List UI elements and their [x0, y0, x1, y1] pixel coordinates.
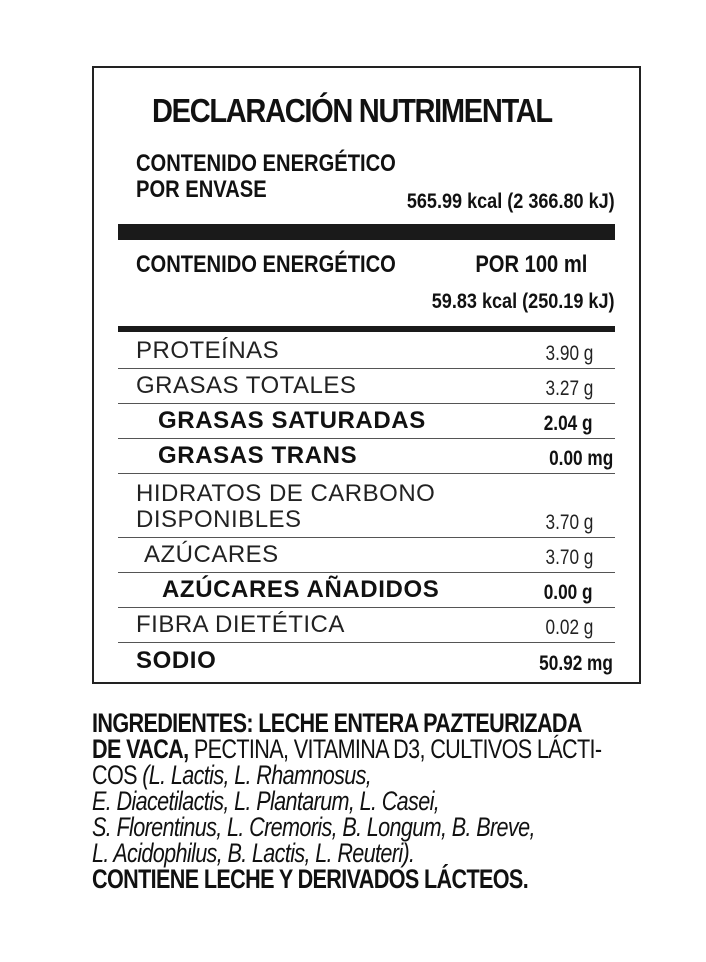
medium-divider [118, 326, 615, 332]
nutrient-value: 3.70 g [545, 511, 593, 534]
nutrient-name-line1: HIDRATOS DE CARBONO [136, 480, 436, 507]
nutrient-value: 3.90 g [545, 342, 593, 365]
nutrient-name-line2: DISPONIBLES [136, 506, 302, 533]
nutrient-name: GRASAS TOTALES [136, 372, 357, 399]
nutrient-value: 0.00 g [544, 581, 593, 604]
nutrient-row-total-fat [118, 369, 615, 404]
ingredients-segment: COS [92, 760, 143, 790]
nutrient-row-dietary-fiber [118, 608, 615, 643]
nutrient-value: 2.04 g [544, 412, 593, 435]
nutrient-row-saturated-fat [118, 404, 615, 439]
ingredients-line: INGREDIENTES: LECHE ENTERA PAZTEURIZADA [92, 708, 582, 738]
per-100ml-column-header: POR 100 ml [474, 251, 587, 278]
nutrient-name: GRASAS TRANS [158, 442, 358, 469]
nutrient-value: 50.92 mg [539, 652, 613, 675]
nutrient-row-sodium [118, 643, 615, 678]
energy-per-package-label-line2: POR ENVASE [136, 176, 267, 203]
ingredients-bold-segment: DE VACA, [92, 734, 189, 764]
ingredients-line: L. Acidophilus, B. Lactis, L. Reuteri). [92, 838, 415, 868]
nutrient-value: 0.00 mg [548, 447, 613, 470]
ingredients-segment: PECTINA, VITAMINA D3, CULTIVOS LÁCTI- [188, 734, 602, 764]
nutrient-row-sugars [118, 538, 615, 573]
panel-title: DECLARACIÓN NUTRIMENTAL [152, 92, 552, 129]
nutrient-value: 3.70 g [545, 546, 593, 569]
nutrient-name: PROTEÍNAS [136, 337, 280, 364]
nutrient-table [118, 334, 615, 678]
energy-per-package-label-line1: CONTENIDO ENERGÉTICO [136, 150, 396, 177]
nutrient-value: 3.27 g [545, 377, 593, 400]
allergen-statement: CONTIENE LECHE Y DERIVADOS LÁCTEOS. [92, 864, 529, 894]
energy-per-package-value: 565.99 kcal (2 366.80 kJ) [407, 190, 615, 213]
nutrient-name: FIBRA DIETÉTICA [136, 611, 345, 638]
nutrient-name: AZÚCARES AÑADIDOS [162, 576, 440, 603]
energy-per-100-label: CONTENIDO ENERGÉTICO [136, 251, 396, 278]
ingredients-line: S. Florentinus, L. Cremoris, B. Longum, B. Breve, [92, 812, 535, 842]
thick-divider [118, 224, 615, 240]
nutrient-name: GRASAS SATURADAS [158, 407, 426, 434]
ingredients-text [92, 710, 604, 892]
nutrient-row-carbohydrates [118, 474, 615, 538]
ingredients-line: E. Diacetilactis, L. Plantarum, L. Casei, [92, 786, 440, 816]
nutrient-row-added-sugars [118, 573, 615, 608]
ingredients-line [92, 736, 604, 762]
nutrient-value: 0.02 g [545, 616, 593, 639]
nutrient-name: AZÚCARES [144, 541, 279, 568]
nutrient-row-trans-fat [118, 439, 615, 474]
ingredients-italic-segment: (L. Lactis, L. Rhamnosus, [142, 760, 372, 790]
nutrition-facts-panel [92, 66, 641, 684]
energy-per-100-value: 59.83 kcal (250.19 kJ) [432, 290, 615, 313]
nutrient-name: SODIO [136, 647, 217, 674]
ingredients-line [92, 762, 604, 788]
nutrient-row-proteins [118, 334, 615, 369]
